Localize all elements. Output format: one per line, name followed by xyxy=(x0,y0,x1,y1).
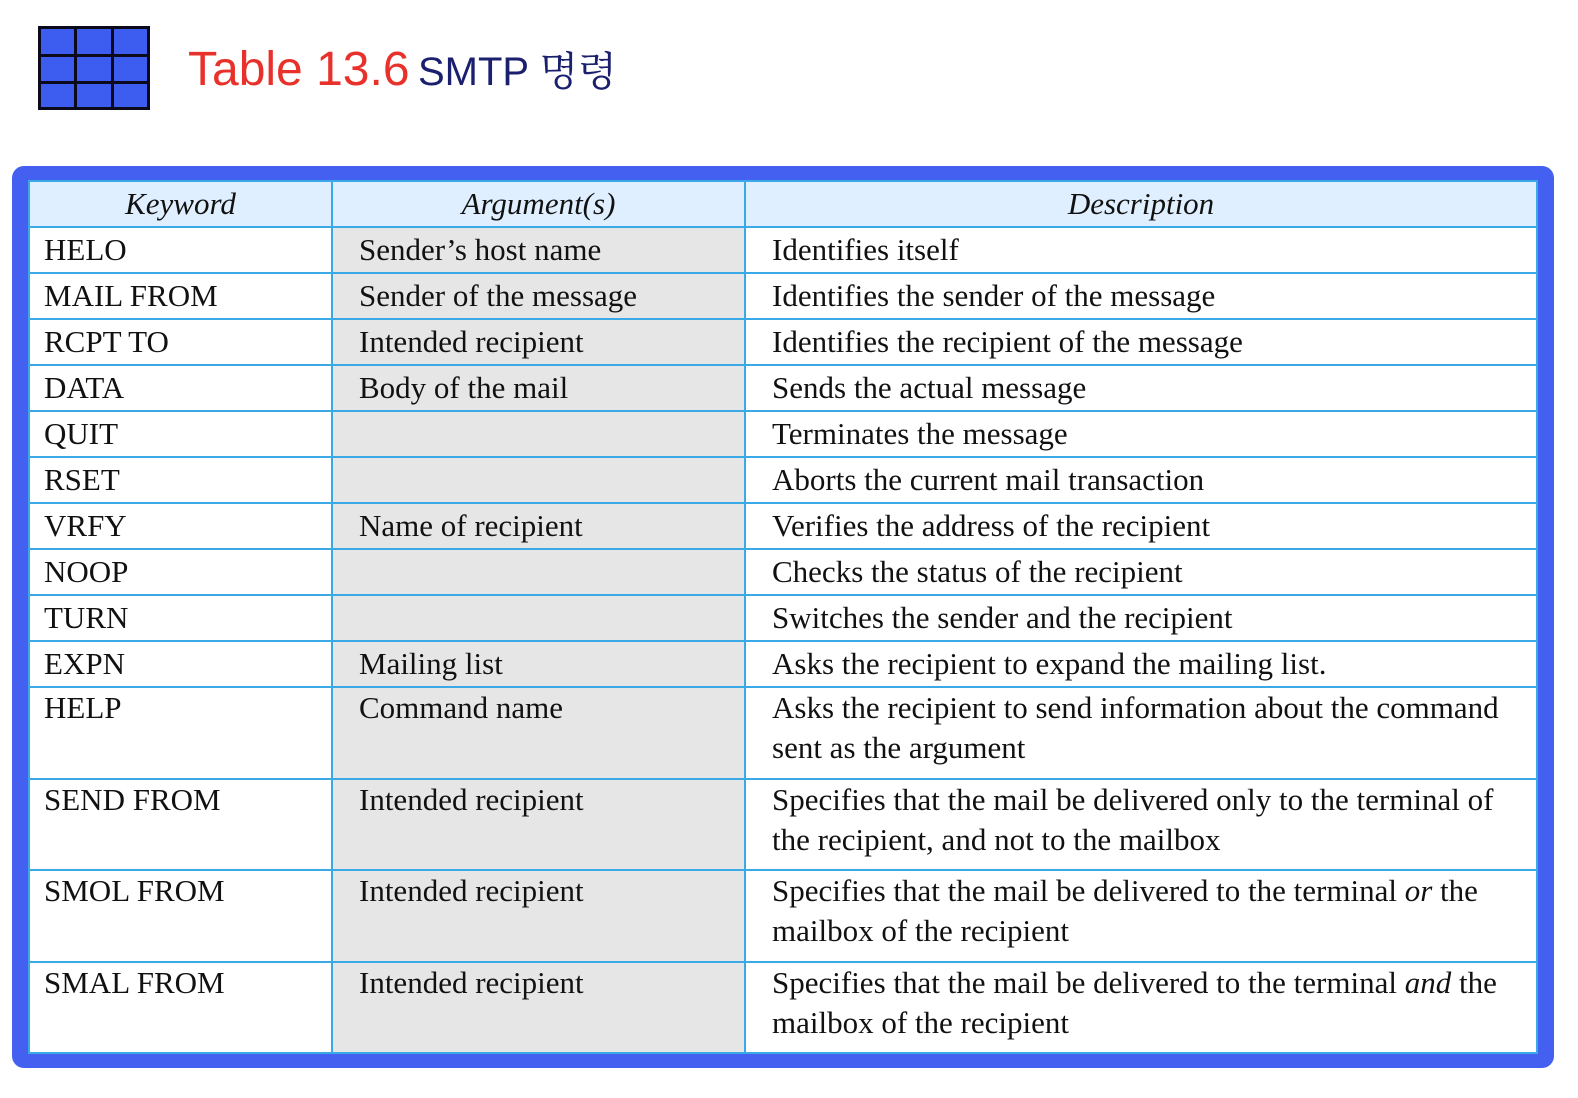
header-row xyxy=(29,181,1537,227)
argument-cell: Sender’s host name xyxy=(332,227,745,273)
description-cell: Verifies the address of the recipient xyxy=(745,503,1537,549)
argument-cell: Intended recipient xyxy=(332,319,745,365)
emphasis-or: or xyxy=(1404,873,1433,908)
description-text: Specifies that the mail be delivered to the terminal xyxy=(772,873,1405,908)
argument-cell: Name of recipient xyxy=(332,503,745,549)
keyword-cell: HELP xyxy=(29,687,332,779)
keyword-cell: SMAL FROM xyxy=(29,962,332,1054)
keyword-cell: RSET xyxy=(29,457,332,503)
argument-cell: Mailing list xyxy=(332,641,745,687)
description-text: the mailbox of the recipient xyxy=(772,873,1478,948)
table-row xyxy=(29,962,1537,1054)
description-cell xyxy=(745,962,1537,1054)
keyword-cell: SMOL FROM xyxy=(29,870,332,962)
table-row xyxy=(29,641,1537,687)
table-subtitle: SMTP 명령 xyxy=(417,50,617,94)
description-text: the mailbox of the recipient xyxy=(772,964,1497,1040)
keyword-cell: VRFY xyxy=(29,503,332,549)
description-cell: Asks the recipient to expand the mailing list. xyxy=(745,641,1537,687)
table-row xyxy=(29,411,1537,457)
table-row xyxy=(29,595,1537,641)
description-cell: Switches the sender and the recipient xyxy=(745,595,1537,641)
description-text: Specifies that the mail be delivered to the terminal xyxy=(772,964,1405,1000)
description-cell: Sends the actual message xyxy=(745,365,1537,411)
keyword-cell: TURN xyxy=(29,595,332,641)
table-row xyxy=(29,273,1537,319)
keyword-cell: RCPT TO xyxy=(29,319,332,365)
description-cell: Aborts the current mail transaction xyxy=(745,457,1537,503)
keyword-cell: SEND FROM xyxy=(29,779,332,871)
table-row xyxy=(29,365,1537,411)
description-cell: Identifies the recipient of the message xyxy=(745,319,1537,365)
argument-cell: Body of the mail xyxy=(332,365,745,411)
table-row xyxy=(29,503,1537,549)
description-cell: Asks the recipient to send information about the command sent as the argument xyxy=(745,687,1537,779)
keyword-cell: HELO xyxy=(29,227,332,273)
table-frame xyxy=(12,166,1554,1068)
table-row xyxy=(29,227,1537,273)
table-row xyxy=(29,319,1537,365)
argument-cell xyxy=(332,549,745,595)
description-cell: Identifies itself xyxy=(745,227,1537,273)
smtp-commands-table xyxy=(28,180,1538,1054)
argument-cell: Sender of the message xyxy=(332,273,745,319)
argument-cell: Intended recipient xyxy=(332,870,745,962)
argument-cell: Intended recipient xyxy=(332,962,745,1054)
table-row xyxy=(29,779,1537,871)
keyword-cell: MAIL FROM xyxy=(29,273,332,319)
header-keyword: Keyword xyxy=(29,181,332,227)
argument-cell: Command name xyxy=(332,687,745,779)
emphasis-and: and xyxy=(1404,964,1452,1000)
keyword-cell: DATA xyxy=(29,365,332,411)
argument-cell xyxy=(332,457,745,503)
keyword-cell: NOOP xyxy=(29,549,332,595)
table-row xyxy=(29,687,1537,779)
keyword-cell: QUIT xyxy=(29,411,332,457)
table-row xyxy=(29,549,1537,595)
description-cell: Specifies that the mail be delivered only to the terminal of the recipient, and not to the mailbox xyxy=(745,779,1537,871)
page-title xyxy=(188,43,617,96)
argument-cell: Intended recipient xyxy=(332,779,745,871)
table-row xyxy=(29,457,1537,503)
table-number: Table 13.6 xyxy=(188,43,410,96)
argument-cell xyxy=(332,595,745,641)
description-cell xyxy=(745,870,1537,962)
header-arguments: Argument(s) xyxy=(332,181,745,227)
description-cell: Checks the status of the recipient xyxy=(745,549,1537,595)
description-cell: Terminates the message xyxy=(745,411,1537,457)
table-icon xyxy=(38,26,150,110)
header-description: Description xyxy=(745,181,1537,227)
argument-cell xyxy=(332,411,745,457)
table-row xyxy=(29,870,1537,962)
keyword-cell: EXPN xyxy=(29,641,332,687)
description-cell: Identifies the sender of the message xyxy=(745,273,1537,319)
